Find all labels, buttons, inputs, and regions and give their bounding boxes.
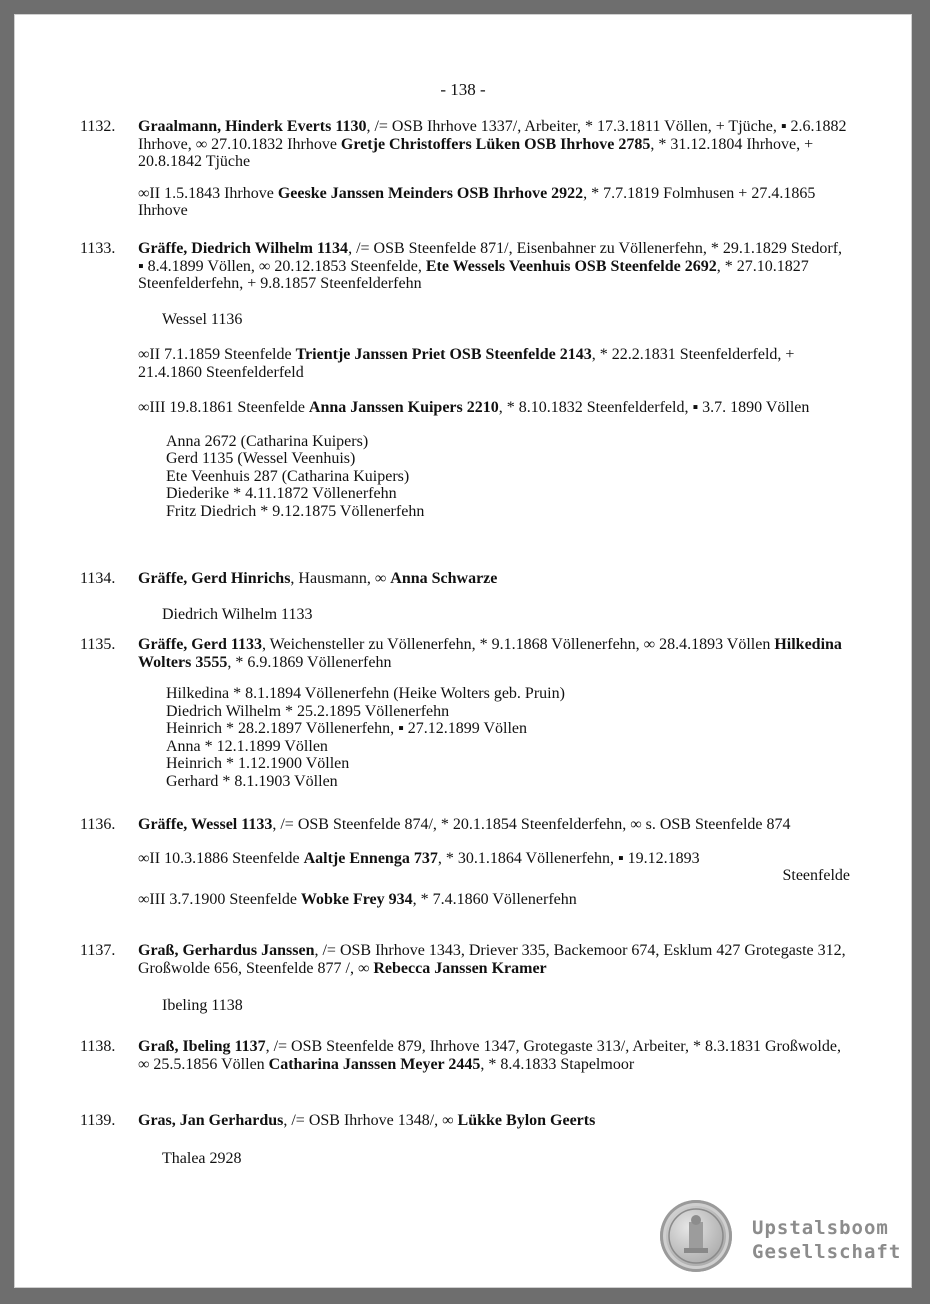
spouse-name: Wobke Frey 934 <box>300 890 413 908</box>
page-number: - 138 - <box>440 80 486 99</box>
child-line: Wessel 1136 <box>162 310 243 328</box>
child-line: Hilkedina * 8.1.1894 Völlenerfehn (Heike Wolters geb. Pruin) <box>166 685 565 702</box>
child-line: Diedrich Wilhelm 1133 <box>162 605 313 623</box>
entry-text: , * 22.2.1831 Steenfelderfeld, + 21.4.1860 Steenfelderfeld <box>138 346 795 381</box>
entry-text: ∞II 10.3.1886 Steenfelde <box>138 849 304 867</box>
entry-main <box>138 1038 850 1073</box>
child-line: Diedrich Wilhelm * 25.2.1895 Völlenerfehn <box>166 702 450 720</box>
entry-1133 <box>80 240 850 520</box>
entry-text: ∞II 7.1.1859 Steenfelde <box>138 346 296 363</box>
entry-main <box>138 942 850 977</box>
entry-text: , * 8.4.1833 Stapelmoor <box>480 1055 635 1073</box>
entry-text: , /= OSB Steenfelde 874/, * 20.1.1854 Steenfelderfehn, ∞ s. OSB Steenfelde 874 <box>272 816 791 833</box>
entry-main <box>138 636 850 671</box>
entry-number: 1139. <box>80 1112 116 1129</box>
entry-number: 1138. <box>80 1038 116 1055</box>
entry-text: , Weichensteller zu Völlenerfehn, * 9.1.1868 Völlenerfehn, ∞ 28.4.1893 Völlen <box>261 636 775 653</box>
entry-number: 1136. <box>80 816 116 833</box>
spouse-name: Aaltje Ennenga 737 <box>303 849 438 867</box>
child-line: Heinrich * 28.2.1897 Völlenerfehn, ▪ 27.12.1899 Völlen <box>166 720 528 737</box>
entry-text: , /= OSB Ihrhove 1343, Driever 335, Backemoor 674, Esklum 427 Grotegaste 312, Großwolde 656, Steenfelde 877 /, ∞ <box>138 942 846 977</box>
entry-main <box>138 570 850 588</box>
marriage-3 <box>138 891 850 909</box>
entry-1134 <box>80 570 850 623</box>
marriage-3 <box>138 399 850 417</box>
entry-text: , /= OSB Steenfelde 879, Ihrhove 1347, Grotegaste 313/, Arbeiter, * 8.3.1831 Großwolde, ∞ 25.5.1856 Völlen <box>138 1038 841 1073</box>
spouse-name: Anna Janssen Kuipers 2210 <box>308 399 499 416</box>
children-list <box>138 685 850 790</box>
marriage-2 <box>138 346 850 381</box>
child-line: Fritz Diedrich * 9.12.1875 Völlenerfehn <box>166 502 425 520</box>
person-name: Gräffe, Diedrich Wilhelm 1134 <box>138 240 349 257</box>
child-line: Anna 2672 (Catharina Kuipers) <box>166 432 369 450</box>
entry-main <box>138 118 850 171</box>
entry-text: ∞III 19.8.1861 Steenfelde <box>138 399 309 416</box>
entry-number: 1133. <box>80 240 116 257</box>
child-line: Anna * 12.1.1899 Völlen <box>166 737 328 755</box>
entry-text: Steenfelde <box>782 867 850 884</box>
person-name: Gräffe, Gerd 1133 <box>138 636 262 653</box>
entry-1137 <box>80 942 850 1015</box>
entry-1139 <box>80 1112 850 1167</box>
document-page <box>14 14 912 1288</box>
marriage-2 <box>138 185 850 220</box>
spouse-name: Anna Schwarze <box>390 570 498 587</box>
child-line: Diederike * 4.11.1872 Völlenerfehn <box>166 485 397 502</box>
entry-text: , * 7.4.1860 Völlenerfehn <box>412 890 577 908</box>
seal-logo-icon <box>660 1200 732 1272</box>
person-name: Gräffe, Gerd Hinrichs <box>138 570 291 587</box>
child-line: Ibeling 1138 <box>162 997 243 1014</box>
spouse-name: Gretje Christoffers Lüken OSB Ihrhove 2785 <box>340 135 651 153</box>
entry-text: , /= OSB Ihrhove 1348/, ∞ <box>283 1112 458 1129</box>
brand-line-1: Upstalsboom <box>752 1217 889 1239</box>
child-line: Gerd 1135 (Wessel Veenhuis) <box>166 450 356 467</box>
person-name: Graß, Ibeling 1137 <box>138 1038 266 1055</box>
entry-text: , /= OSB Steenfelde 871/, Eisenbahner zu Völlenerfehn, * 29.1.1829 Stedorf, ▪ 8.4.1899 Völlen, ∞ 20.12.1853 Steenfelde, <box>138 240 843 275</box>
entry-text: , * 7.7.1819 Folmhusen + 27.4.1865 Ihrhove <box>138 184 816 219</box>
entry-main <box>138 240 850 293</box>
child-line: Heinrich * 1.12.1900 Völlen <box>166 755 350 772</box>
entry-number: 1134. <box>80 570 116 587</box>
entry-text: , * 8.10.1832 Steenfelderfeld, ▪ 3.7. 1890 Völlen <box>498 399 810 416</box>
spouse-name: Hilkedina Wolters 3555 <box>138 636 842 671</box>
person-name: Graalmann, Hinderk Everts 1130 <box>138 118 367 135</box>
child-line: Thalea 2928 <box>162 1149 242 1167</box>
brand-line-2: Gesellschaft <box>752 1241 902 1263</box>
marriage-2 <box>138 850 850 885</box>
person-name: Graß, Gerhardus Janssen <box>138 942 315 959</box>
entry-text: , * 30.1.1864 Völlenerfehn, ▪ 19.12.1893 <box>437 849 700 867</box>
entry-number: 1132. <box>80 118 116 135</box>
person-name: Gras, Jan Gerhardus <box>138 1112 284 1129</box>
entry-text: , * 31.12.1804 Ihrhove, + 20.8.1842 Tjüche <box>138 135 814 170</box>
entry-text: , * 6.9.1869 Völlenerfehn <box>227 653 392 671</box>
entry-text: ∞III 3.7.1900 Steenfelde <box>138 890 301 908</box>
entry-number: 1137. <box>80 942 116 959</box>
entry-text: , * 27.10.1827 Steenfelderfehn, + 9.8.1857 Steenfelderfehn <box>138 257 809 292</box>
entry-text: ∞II 1.5.1843 Ihrhove <box>138 184 278 202</box>
spouse-name: Ete Wessels Veenhuis OSB Steenfelde 2692 <box>425 257 717 275</box>
entry-text: , Hausmann, ∞ <box>290 570 391 587</box>
brand-wordmark <box>752 1216 901 1264</box>
spouse-name: Lükke Bylon Geerts <box>457 1112 596 1129</box>
entry-text: , /= OSB Ihrhove 1337/, Arbeiter, * 17.3.1811 Völlen, + Tjüche, ▪ 2.6.1882 Ihrhove, ∞ 27.10.1832 Ihrhove <box>138 118 847 153</box>
child-line: Ete Veenhuis 287 (Catharina Kuipers) <box>166 467 410 485</box>
entry-number: 1135. <box>80 636 116 653</box>
person-name: Gräffe, Wessel 1133 <box>138 816 273 833</box>
entry-1136 <box>80 816 850 908</box>
entry-main <box>138 816 850 834</box>
spouse-name: Trientje Janssen Priet OSB Steenfelde 2143 <box>295 346 592 363</box>
entry-1132 <box>80 118 850 220</box>
children-list <box>138 433 850 521</box>
spouse-name: Catharina Janssen Meyer 2445 <box>268 1055 481 1073</box>
entry-main <box>138 1112 850 1130</box>
child-line: Gerhard * 8.1.1903 Völlen <box>166 772 338 790</box>
spouse-name: Geeske Janssen Meinders OSB Ihrhove 2922 <box>277 184 584 202</box>
entry-1138 <box>80 1038 850 1073</box>
entry-1135 <box>80 636 850 790</box>
spouse-name: Rebecca Janssen Kramer <box>373 959 547 977</box>
